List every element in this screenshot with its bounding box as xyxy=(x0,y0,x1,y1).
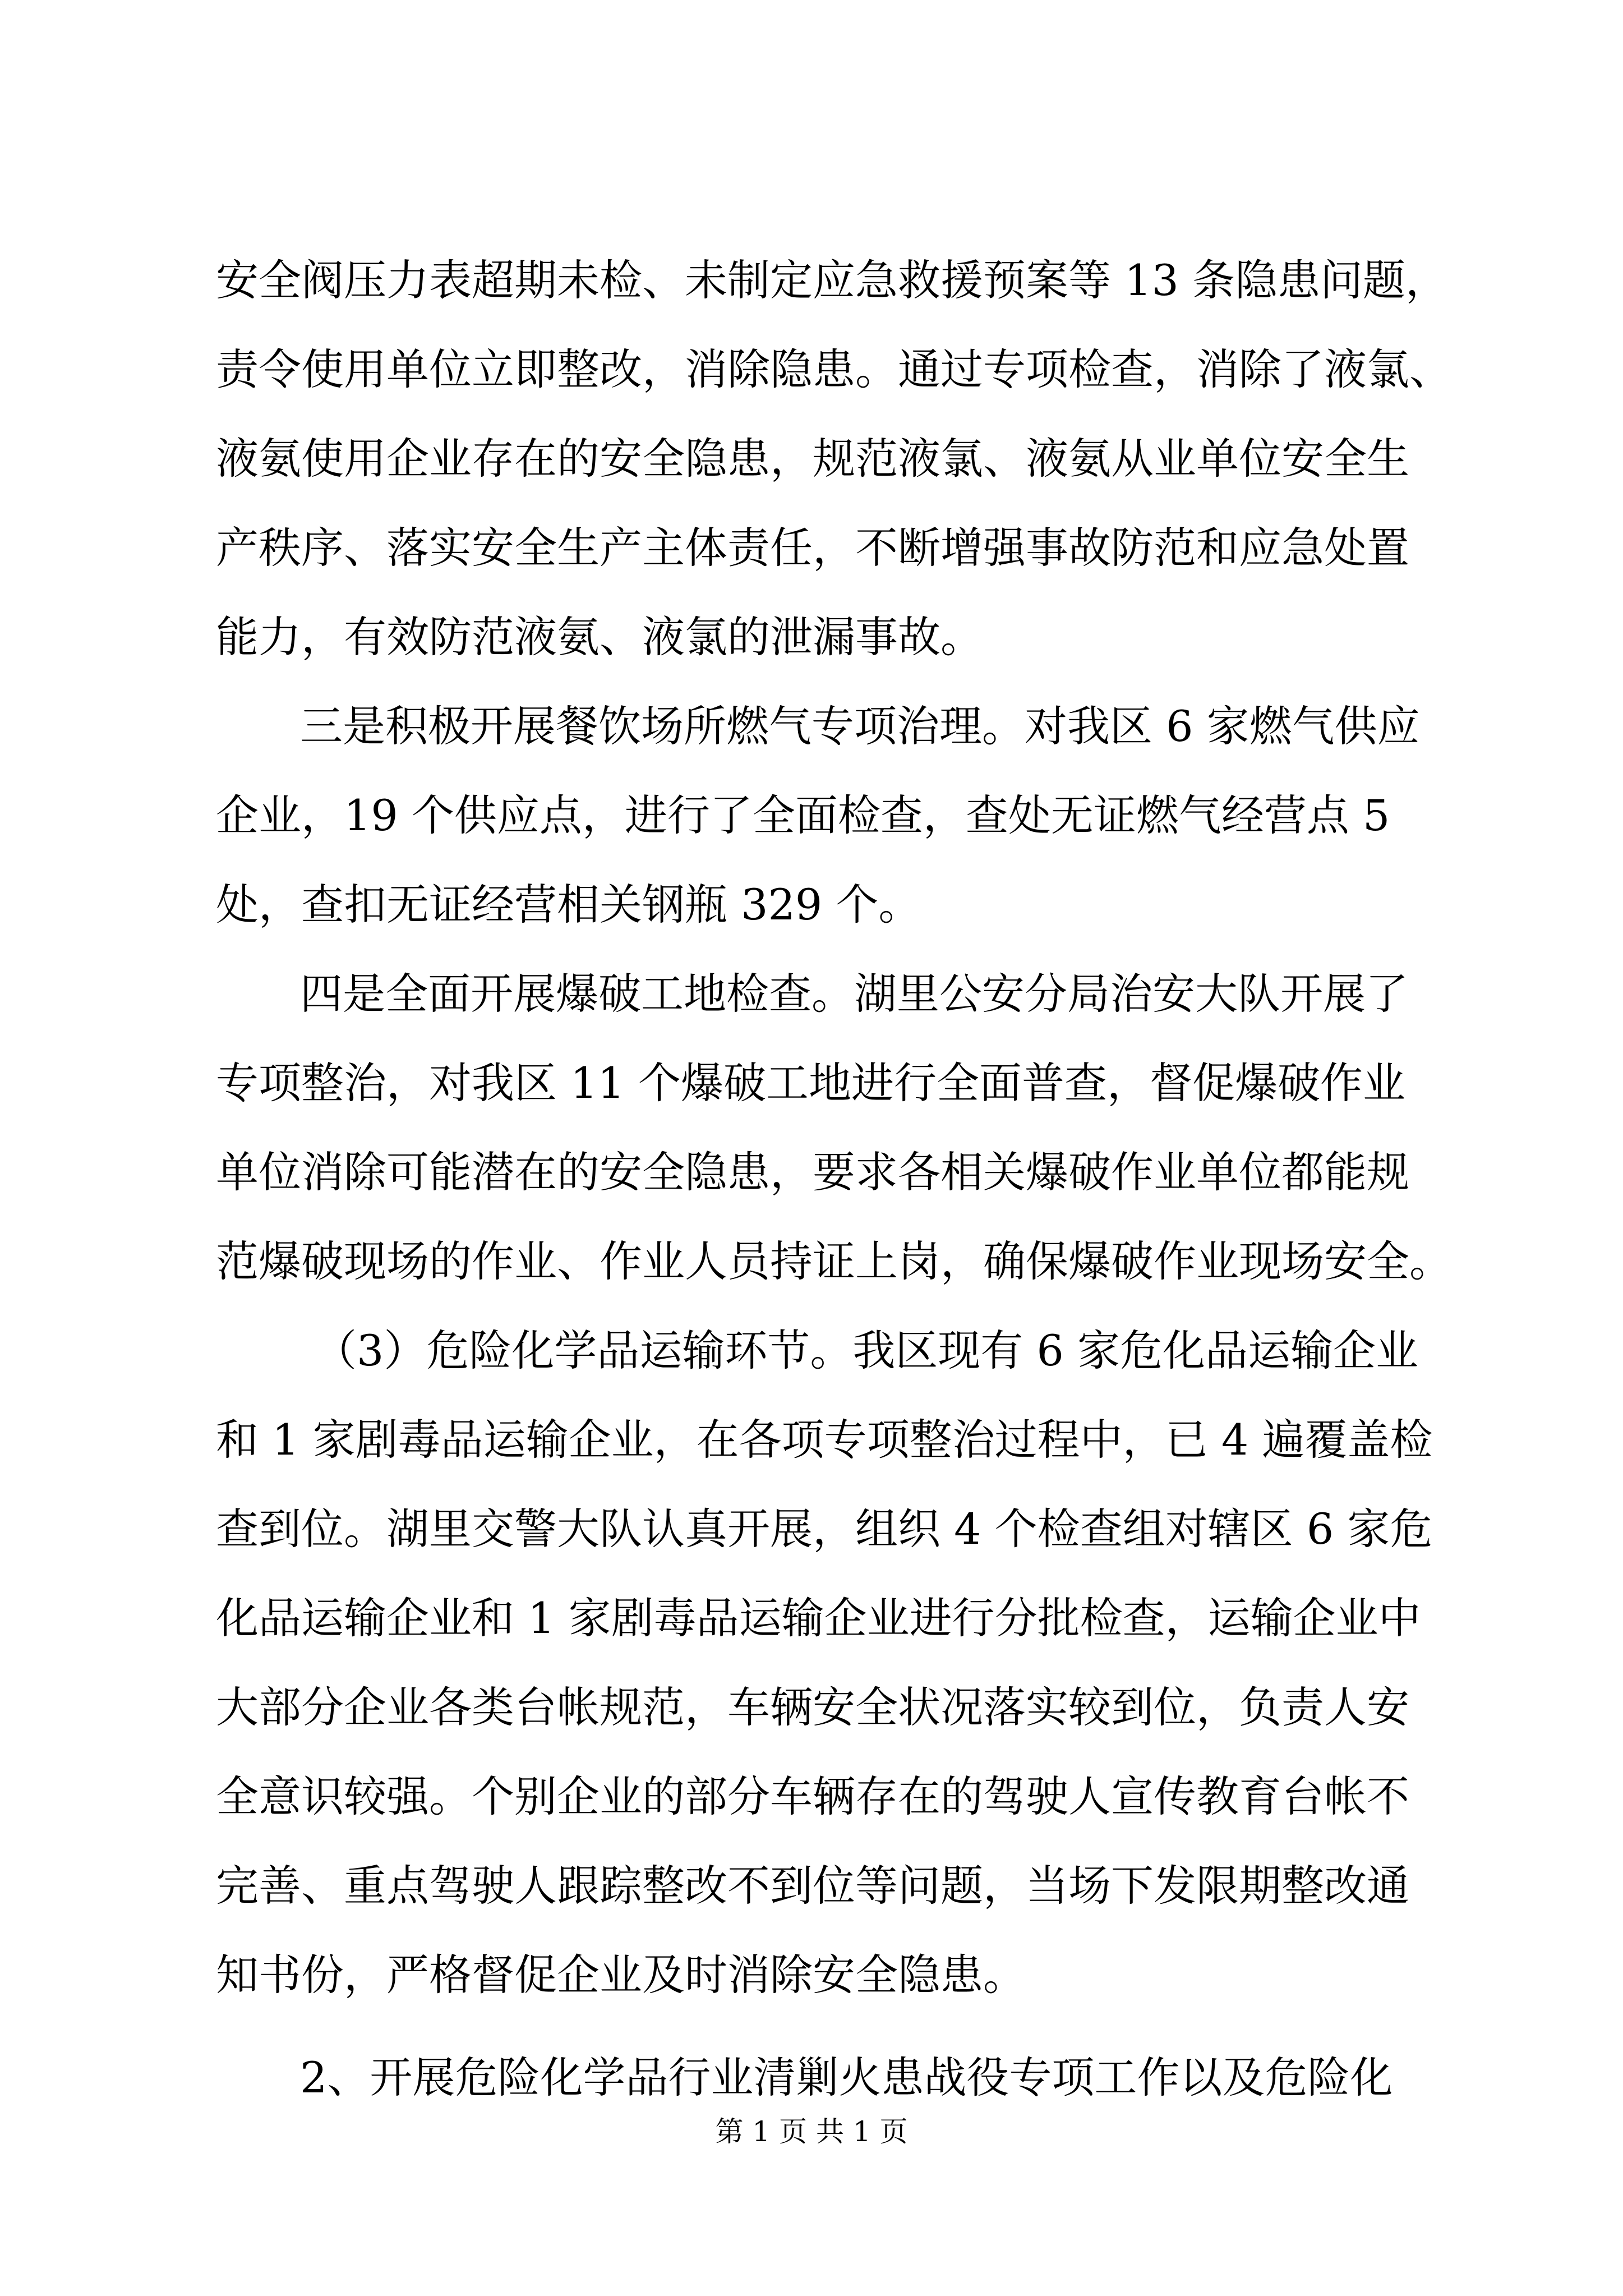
text-line: 化品运输企业和 1 家剧毒品运输企业进行分批检查，运输企业中 xyxy=(216,1593,1421,1643)
text-line: 责令使用单位立即整改，消除隐患。通过专项检查，消除了液氯、 xyxy=(216,344,1452,394)
text-line: 液氨使用企业存在的安全隐患，规范液氯、液氨从业单位安全生 xyxy=(216,434,1409,484)
text-line: 企业，19 个供应点，进行了全面检查，查处无证燃气经营点 5 xyxy=(216,790,1390,840)
paragraph-start-line: 三是积极开展餐饮场所燃气专项治理。对我区 6 家燃气供应 xyxy=(300,701,1420,751)
page-footer: 第 1 页 共 1 页 xyxy=(715,2115,908,2148)
text-line: 范爆破现场的作业、作业人员持证上岗，确保爆破作业现场安全。 xyxy=(216,1236,1452,1286)
text-line: 大部分企业各类台帐规范，车辆安全状况落实较到位，负责人安 xyxy=(216,1682,1409,1732)
text-line: 能力，有效防范液氨、液氯的泄漏事故。 xyxy=(216,612,983,662)
section-heading-line: 2、开展危险化学品行业清剿火患战役专项工作以及危险化 xyxy=(300,2053,1393,2102)
paragraph-start-line: 四是全面开展爆破工地检查。湖里公安分局治安大队开展了 xyxy=(300,969,1408,1019)
text-line: 完善、重点驾驶人跟踪整改不到位等问题，当场下发限期整改通 xyxy=(216,1861,1409,1911)
text-line: 专项整治，对我区 11 个爆破工地进行全面普查，督促爆破作业 xyxy=(216,1058,1406,1108)
text-line: 全意识较强。个别企业的部分车辆存在的驾驶人宣传教育台帐不 xyxy=(216,1772,1409,1821)
text-line: 处，查扣无证经营相关钢瓶 329 个。 xyxy=(216,880,921,930)
text-line: 产秩序、落实安全生产主体责任，不断增强事故防范和应急处置 xyxy=(216,523,1409,573)
text-line: 单位消除可能潜在的安全隐患，要求各相关爆破作业单位都能规 xyxy=(216,1147,1409,1197)
text-line: 和 1 家剧毒品运输企业，在各项专项整治过程中，已 4 遍覆盖检 xyxy=(216,1415,1433,1465)
text-line: 知书份，严格督促企业及时消除安全隐患。 xyxy=(216,1950,1026,2000)
paragraph-start-line: （3）危险化学品运输环节。我区现有 6 家危化品运输企业 xyxy=(314,1326,1419,1375)
document-body xyxy=(216,236,1452,2122)
text-line: 安全阀压力表超期未检、未制定应急救援预案等 13 条隐患问题， xyxy=(216,255,1449,305)
text-line: 查到位。湖里交警大队认真开展，组织 4 个检查组对辖区 6 家危 xyxy=(216,1504,1433,1554)
